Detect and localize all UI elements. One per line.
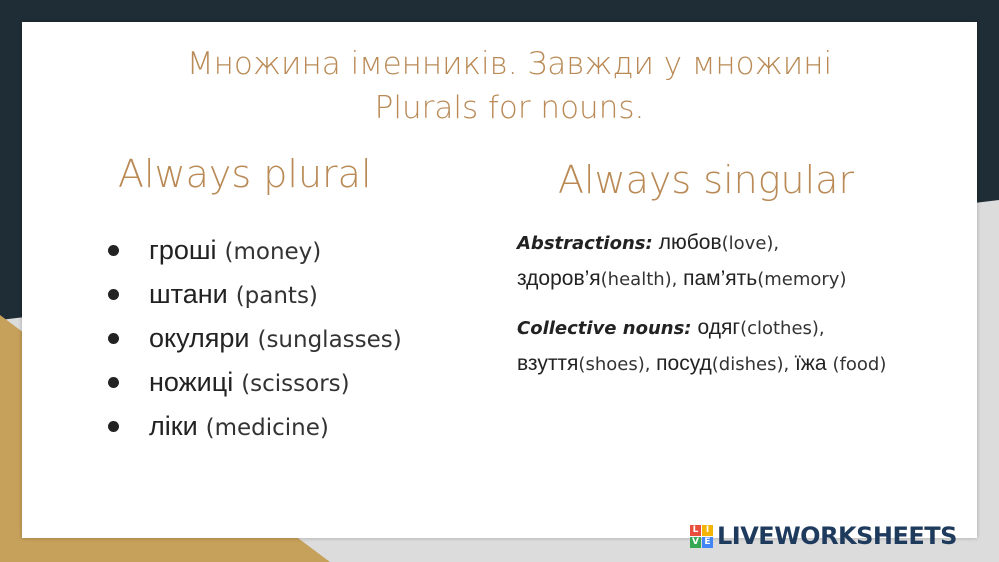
heading-always-plural: Always plural [118, 152, 372, 196]
abstractions-paragraph [517, 225, 917, 297]
logo-mark-icon [690, 525, 713, 548]
word-ua: гроші [149, 235, 217, 265]
word-ua: окуляри [149, 323, 250, 353]
word-en: (love), [721, 233, 780, 254]
word-ua: одяг [697, 316, 741, 339]
collective-paragraph [517, 310, 917, 382]
title-line-1: Множина іменників. Завжди у множині [186, 46, 833, 82]
logo-letter: E [702, 537, 713, 548]
bullet-icon [108, 333, 119, 344]
abstractions-label: Abstractions: [517, 233, 653, 254]
bullet-icon [108, 245, 119, 256]
slide-title [22, 42, 997, 130]
word-ua: їжа [794, 352, 827, 375]
title-line-2: Plurals for nouns. [374, 90, 645, 126]
logo-letter: L [690, 525, 701, 536]
word-ua: взуття [517, 352, 579, 375]
collective-label: Collective nouns: [517, 318, 692, 339]
list-item [104, 228, 402, 272]
word-ua: пам’ять [683, 267, 758, 290]
word-en: (clothes), [740, 318, 825, 339]
word-ua: любов [658, 231, 722, 254]
word-en: (dishes), [711, 354, 795, 375]
list-item [104, 272, 402, 316]
word-ua: ножиці [149, 367, 234, 397]
bullet-icon [108, 289, 119, 300]
bullet-icon [108, 377, 119, 388]
word-en: (sunglasses) [257, 327, 402, 353]
word-ua: посуд [656, 352, 712, 375]
bullet-icon [108, 421, 119, 432]
word-en: (money) [224, 239, 322, 265]
list-item [104, 316, 402, 360]
logo-letter: V [690, 537, 701, 548]
word-en: (scissors) [241, 371, 350, 397]
word-en: (medicine) [205, 415, 329, 441]
plural-list [104, 228, 402, 448]
word-ua: штани [149, 279, 228, 309]
slide [22, 22, 977, 538]
word-en: (health), [600, 269, 684, 290]
logo-letter: I [702, 525, 713, 536]
logo-text: LIVEWORKSHEETS [717, 522, 957, 550]
list-item [104, 404, 402, 448]
word-ua: здоров’я [517, 267, 601, 290]
word-ua: ліки [149, 411, 198, 441]
list-item [104, 360, 402, 404]
heading-always-singular: Always singular [558, 158, 855, 202]
word-en: (memory) [757, 269, 847, 290]
word-en: (pants) [235, 283, 318, 309]
word-en: (shoes), [578, 354, 657, 375]
word-en: (food) [832, 354, 887, 375]
liveworksheets-logo[interactable] [690, 520, 957, 552]
